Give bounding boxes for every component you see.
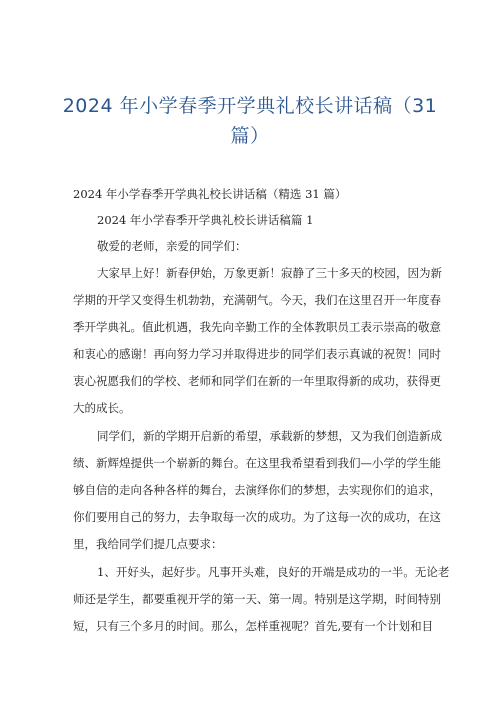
paragraph-line: 大家早上好！新春伊始，万象更新！寂静了三十多天的校园，因为新 xyxy=(97,266,442,280)
paragraph-3 xyxy=(73,559,450,640)
greeting-line: 敬爱的老师，亲爱的同学们： xyxy=(97,239,247,253)
title-line-1: 2024 年小学春季开学典礼校长讲话稿（31 xyxy=(62,94,438,117)
paragraph-line: 短，只有三个多月的时间。那么，怎样重视呢？首先,要有一个计划和目 xyxy=(73,619,434,633)
collection-label: 2024 年小学春季开学典礼校长讲话稿（精选 31 篇） xyxy=(73,187,347,201)
paragraph-line: 绩、新辉煌提供一个崭新的舞台。在这里我希望看到我们—小学的学生能 xyxy=(73,456,441,470)
paragraph-line: 大的成长。 xyxy=(73,401,131,415)
section-heading: 2024 年小学春季开学典礼校长讲话稿篇 1 xyxy=(97,213,314,227)
paragraph-line: 衷心祝愿我们的学校、老师和同学们在新的一年里取得新的成功，获得更 xyxy=(73,374,441,388)
paragraph-line: 季开学典礼。值此机遇，我先向辛勤工作的全体教职员工表示崇高的敬意 xyxy=(73,320,441,334)
paragraph-2 xyxy=(73,423,442,558)
paragraph-line: 和衷心的感谢！再向努力学习并取得进步的同学们表示真诚的祝贺！同时 xyxy=(73,347,441,361)
paragraph-1 xyxy=(73,260,442,422)
paragraph-line: 学期的开学又变得生机勃勃，充满朝气。今天，我们在这里召开一年度春 xyxy=(73,293,441,307)
paragraph-line: 里，我给同学们提几点要求： xyxy=(73,537,223,551)
paragraph-line: 够自信的走向各种各样的舞台，去演绎你们的梦想，去实现你们的追求， xyxy=(73,483,441,497)
paragraph-line: 你们要用自己的努力，去争取每一次的成功。为了这每一次的成功，在这 xyxy=(73,510,441,524)
title-line-2: 篇） xyxy=(230,124,270,147)
paragraph-line: 师还是学生，都要重视开学的第一天、第一周。特别是这学期，时间特别 xyxy=(73,592,441,606)
paragraph-line: 1、开好头，起好步。凡事开头难，良好的开端是成功的一半。无论老 xyxy=(97,565,450,579)
paragraph-line: 同学们，新的学期开启新的希望，承载新的梦想，又为我们创造新成 xyxy=(97,429,442,443)
document-title xyxy=(60,91,440,151)
